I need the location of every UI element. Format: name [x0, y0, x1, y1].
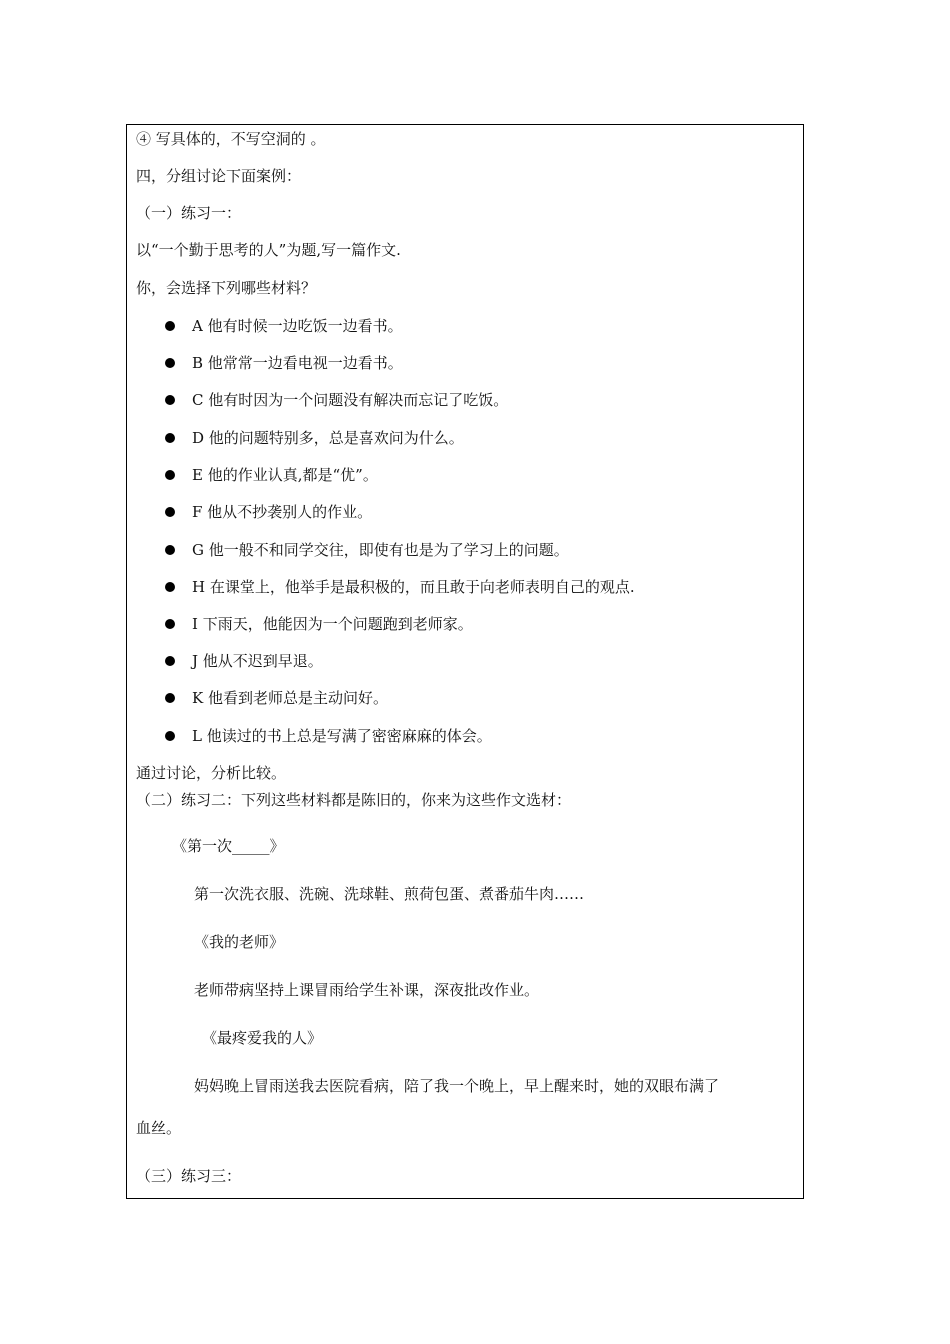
list-item-text: G 他一般不和同学交往，即使有也是为了学习上的问题。 — [192, 541, 569, 559]
list-item-text: J 他从不迟到早退。 — [192, 652, 323, 670]
exercise-three-heading: （三）练习三： — [136, 1167, 242, 1185]
topic-material-continuation: 血丝。 — [136, 1119, 182, 1137]
exercise-one-prompt: 以“一个勤于思考的人”为题,写一篇作文. — [136, 241, 401, 259]
section-heading-four: 四，分组讨论下面案例： — [136, 167, 302, 185]
list-item-text: F 他从不抄袭别人的作业。 — [192, 503, 373, 521]
list-item-text: A 他有时候一边吃饭一边看书。 — [192, 317, 403, 335]
topic-material-my-teacher: 老师带病坚持上课冒雨给学生补课，深夜批改作业。 — [194, 981, 540, 999]
list-item-text: K 他看到老师总是主动问好。 — [192, 689, 388, 707]
topic-title-person-who-loves-me: 《最疼爱我的人》 — [202, 1029, 323, 1047]
exercise-one-question: 你，会选择下列哪些材料？ — [136, 279, 317, 297]
exercise-one-heading: （一）练习一： — [136, 204, 242, 222]
list-item-text: D 他的问题特别多，总是喜欢问为什么。 — [192, 429, 464, 447]
topic-material-first-time: 第一次洗衣服、洗碗、洗球鞋、煎荷包蛋、煮番茄牛肉…… — [194, 885, 585, 903]
discussion-note: 通过讨论，分析比较。 — [136, 764, 287, 782]
list-item-text: L 他读过的书上总是写满了密密麻麻的体会。 — [192, 727, 492, 745]
topic-material-person-who-loves-me: 妈妈晚上冒雨送我去医院看病，陪了我一个晚上，早上醒来时，她的双眼布满了 — [194, 1077, 720, 1095]
content-box — [126, 124, 804, 1199]
topic-title-my-teacher: 《我的老师》 — [194, 933, 285, 951]
bullet-icon — [165, 507, 175, 517]
list-item-text: C 他有时因为一个问题没有解决而忘记了吃饭。 — [192, 391, 509, 409]
list-item-text: E 他的作业认真,都是“优”。 — [192, 466, 378, 484]
list-item-text: B 他常常一边看电视一边看书。 — [192, 354, 403, 372]
bullet-icon — [165, 545, 175, 555]
topic-title-first-time: 《第一次_____》 — [172, 837, 285, 855]
bullet-icon — [165, 470, 175, 480]
bullet-icon — [165, 433, 175, 443]
list-item-text: H 在课堂上，他举手是最积极的，而且敢于向老师表明自己的观点. — [192, 578, 635, 596]
bullet-icon — [165, 395, 175, 405]
bullet-icon — [165, 693, 175, 703]
bullet-icon — [165, 358, 175, 368]
bullet-icon — [165, 619, 175, 629]
list-item-text: I 下雨天，他能因为一个问题跑到老师家。 — [192, 615, 473, 633]
guideline-item-4: ④ 写具体的，不写空洞的 。 — [136, 130, 326, 148]
exercise-two-heading: （二）练习二：下列这些材料都是陈旧的，你来为这些作文选材： — [136, 791, 572, 809]
bullet-icon — [165, 731, 175, 741]
bullet-icon — [165, 321, 175, 331]
bullet-icon — [165, 582, 175, 592]
bullet-icon — [165, 656, 175, 666]
